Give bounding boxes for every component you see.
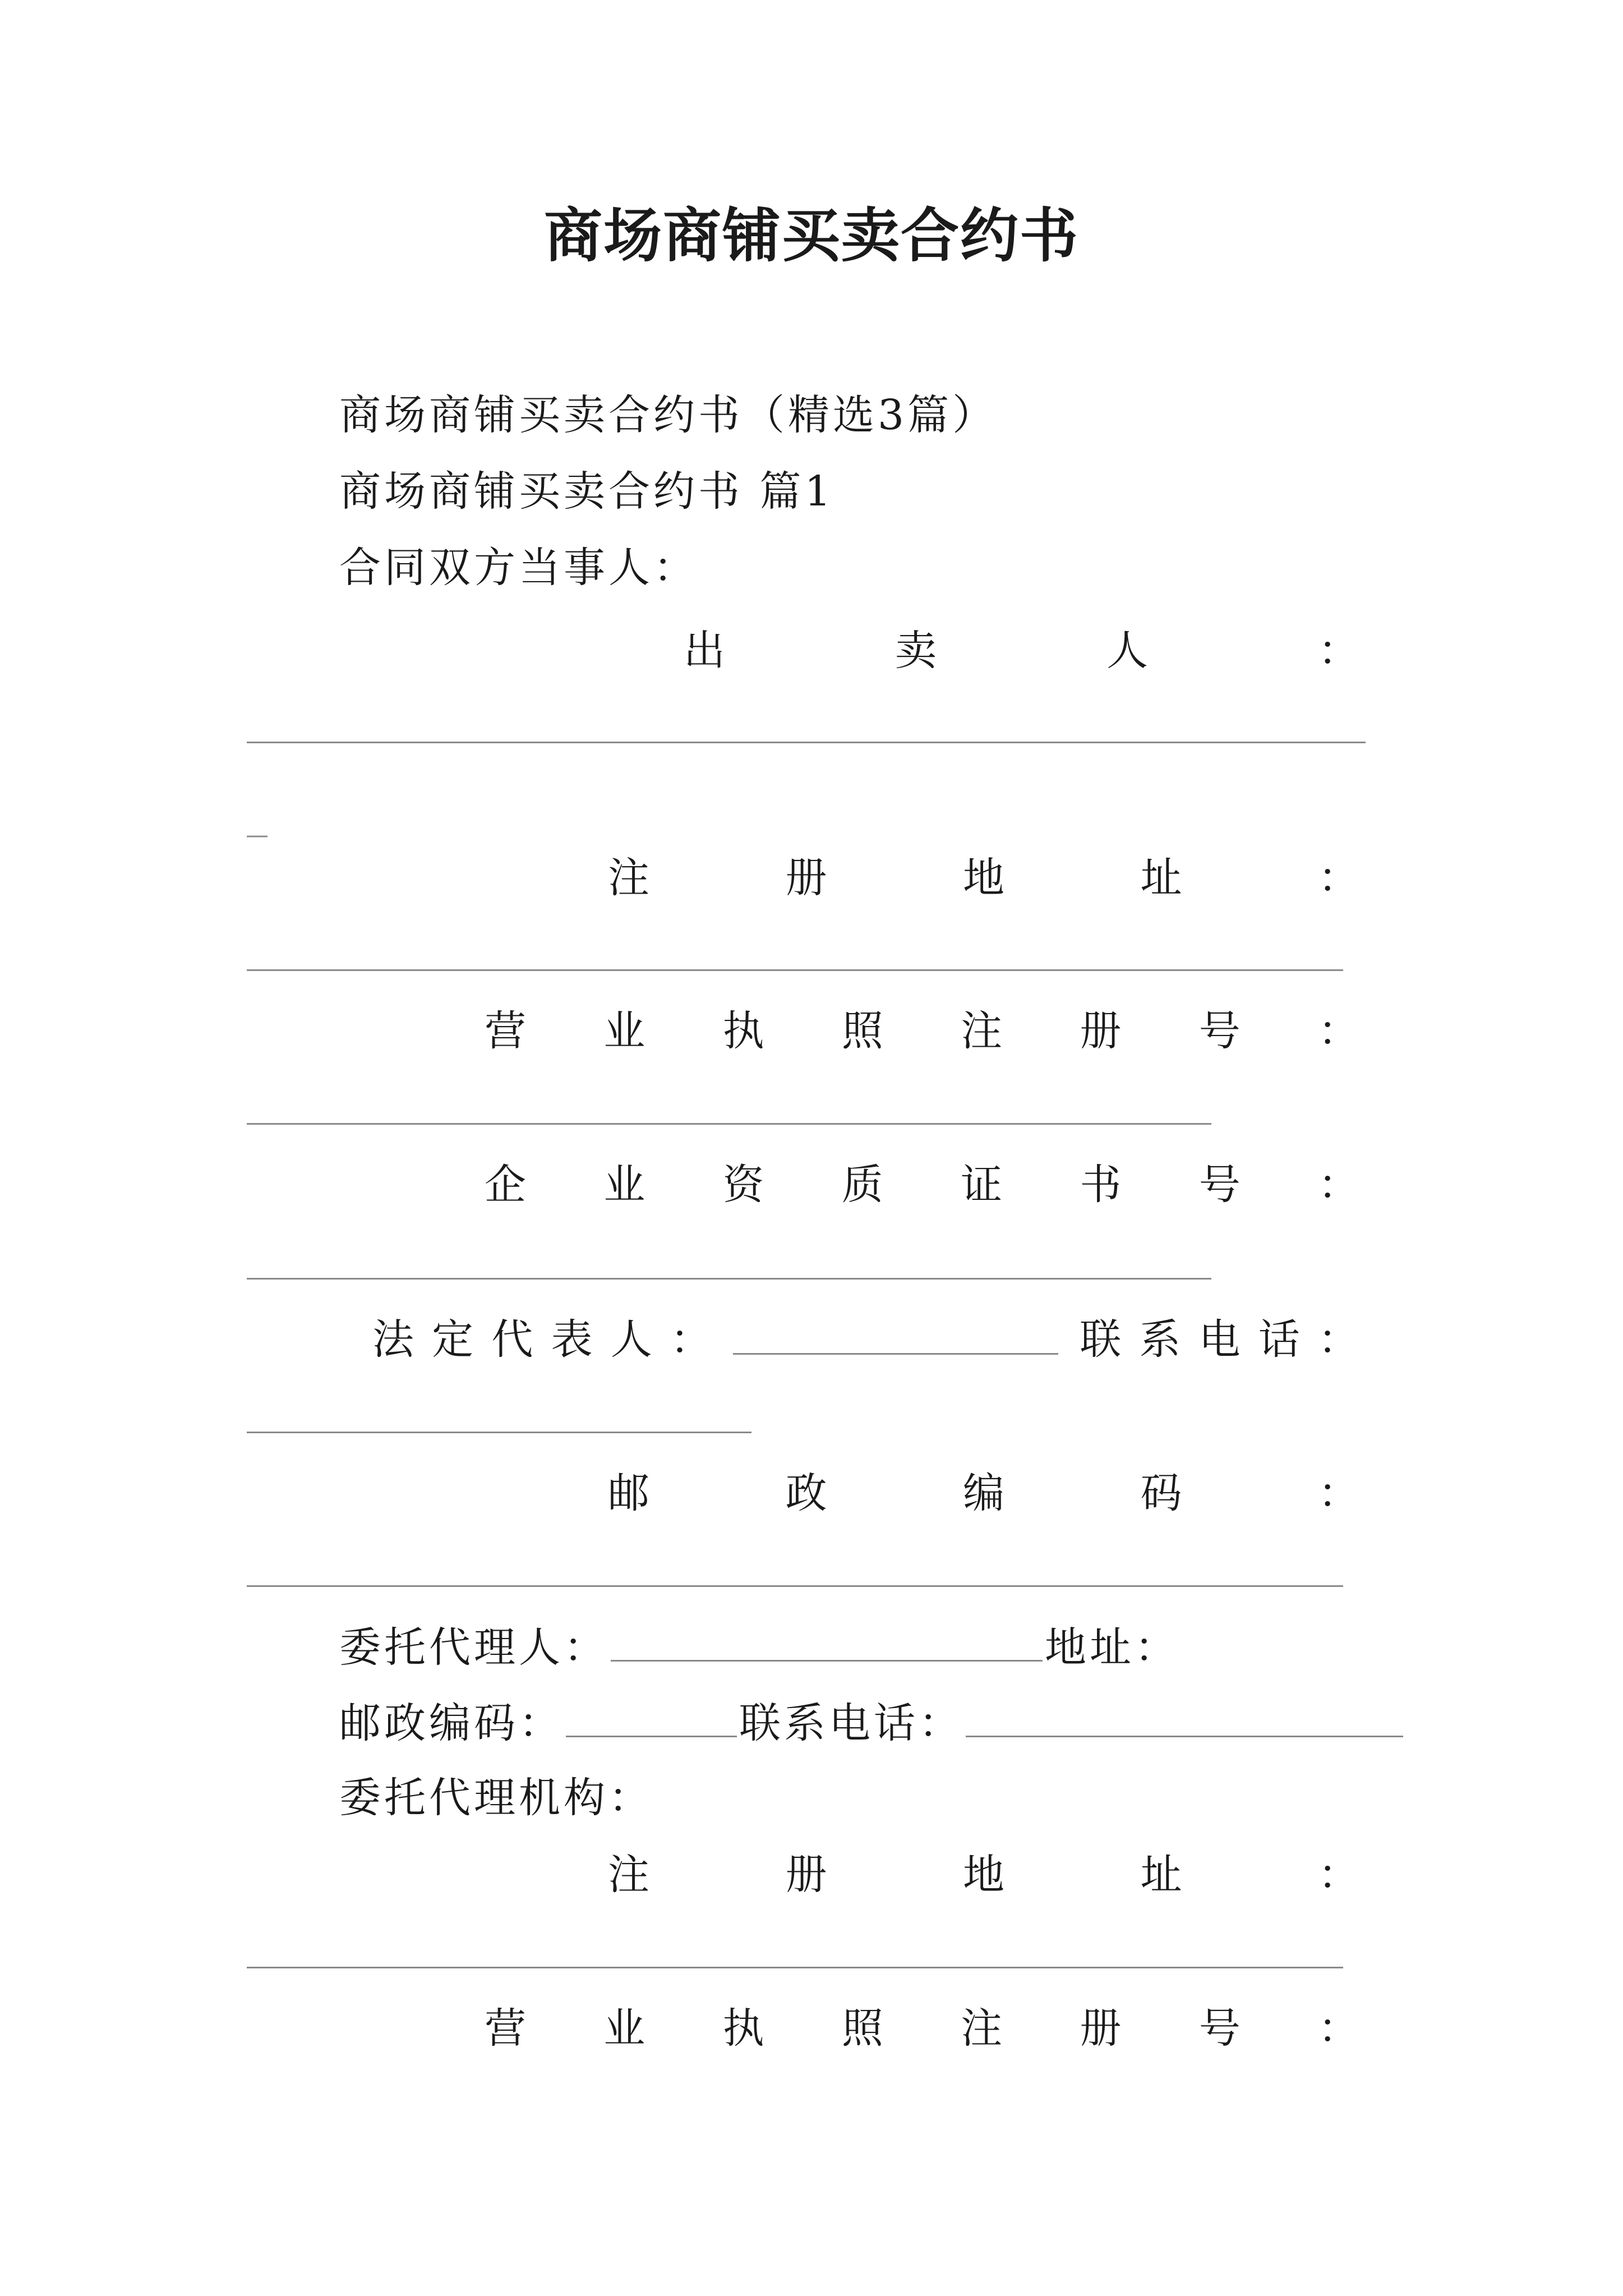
agency-license-number-char: 营 <box>485 2004 526 2053</box>
agency-license-number-char: 册 <box>1080 2004 1122 2053</box>
qualification-cert-char: 书 <box>1080 1161 1122 1209</box>
license-number-char: 营 <box>485 1007 526 1055</box>
legal-rep-blank <box>733 1312 1058 1355</box>
contact-phone-char: ： <box>1317 1315 1359 1364</box>
agent-phone-blank <box>966 1694 1403 1737</box>
qualification-cert-char: 号 <box>1198 1161 1241 1209</box>
postcode-char: 码 <box>1140 1469 1182 1517</box>
legal-rep-char: 代 <box>491 1315 533 1364</box>
agency-license-number-char: 注 <box>961 2004 1003 2053</box>
agency-reg-address-char: ： <box>1318 1851 1359 1899</box>
license-number-char: 注 <box>961 1007 1003 1055</box>
agency-reg-address-char: 地 <box>963 1851 1004 1899</box>
qualification-cert-char: 资 <box>722 1161 764 1209</box>
reg-address-char: 册 <box>785 854 827 902</box>
seller-label <box>684 623 1359 679</box>
agency-label: 委托代理机构： <box>339 1774 653 1822</box>
legal-rep-char: 表 <box>551 1315 593 1364</box>
agent-postcode-label: 邮政编码： <box>339 1699 564 1747</box>
qualification-cert-blank-line <box>247 1278 1211 1280</box>
qualification-cert-char: 证 <box>961 1161 1003 1209</box>
postcode-char: 编 <box>963 1469 1004 1517</box>
license-number-char: 业 <box>603 1007 645 1055</box>
contact-phone-char: 电 <box>1198 1315 1241 1364</box>
seller-char: ： <box>1318 627 1359 675</box>
agent-row <box>339 1618 1179 1676</box>
reg-address-char: 址 <box>1140 854 1182 902</box>
legal-rep-char: 法 <box>372 1315 414 1364</box>
license-number-label <box>485 1003 1359 1059</box>
agent-label: 委托代理人： <box>339 1623 608 1672</box>
postcode-blank-line <box>247 1585 1343 1587</box>
reg-address-char: 注 <box>608 854 649 902</box>
agency-license-number-char: 号 <box>1198 2004 1241 2053</box>
reg-address-char: 地 <box>963 854 1004 902</box>
contact-phone-char: 话 <box>1258 1315 1300 1364</box>
qualification-cert-char: 质 <box>841 1161 883 1209</box>
legal-rep-char: 人 <box>610 1315 652 1364</box>
seller-char: 出 <box>684 627 725 675</box>
qualification-cert-char: 业 <box>603 1161 645 1209</box>
qualification-cert-label <box>485 1157 1359 1213</box>
postcode-char: ： <box>1318 1469 1359 1517</box>
contact-phone-char: 系 <box>1139 1315 1181 1364</box>
intro-line-selected: 商场商铺买卖合约书（精选3篇） <box>339 391 998 439</box>
seller-trailing-mark: _ <box>247 789 271 838</box>
agent-blank <box>611 1618 1043 1662</box>
document-title: 商场商铺买卖合约书 <box>543 201 1079 270</box>
postcode-label <box>608 1465 1359 1521</box>
agent-postcode-blank <box>566 1694 737 1737</box>
agency-license-number-char: 照 <box>841 2004 883 2053</box>
reg-address-blank-line <box>247 969 1343 971</box>
qualification-cert-char: ： <box>1317 1161 1359 1209</box>
intro-line-part1: 商场商铺买卖合约书 篇1 <box>339 467 834 516</box>
legal-rep-char: 定 <box>432 1315 474 1364</box>
agency-reg-address-blank-line <box>247 1967 1343 1968</box>
agent-address-label: 地址： <box>1045 1623 1179 1672</box>
legal-representative-row <box>372 1312 1359 1368</box>
postcode-char: 邮 <box>608 1469 649 1517</box>
license-number-char: ： <box>1317 1007 1359 1055</box>
agency-reg-address-char: 册 <box>785 1851 827 1899</box>
reg-address-char: ： <box>1318 854 1359 902</box>
contact-phone-blank-line <box>247 1432 751 1433</box>
legal-rep-char: ： <box>670 1315 712 1364</box>
postcode-char: 政 <box>785 1469 827 1517</box>
agency-license-number-char: 执 <box>722 2004 764 2053</box>
seller-char: 人 <box>1106 627 1148 675</box>
seller-blank-line <box>247 742 1366 743</box>
qualification-cert-char: 企 <box>485 1161 526 1209</box>
license-number-char: 号 <box>1198 1007 1241 1055</box>
license-number-char: 册 <box>1080 1007 1122 1055</box>
agency-license-number-char: ： <box>1317 2004 1359 2053</box>
reg-address-label <box>608 850 1359 906</box>
agency-reg-address-char: 注 <box>608 1851 649 1899</box>
license-number-blank-line <box>247 1123 1211 1125</box>
agency-license-number-label <box>485 2000 1359 2056</box>
agent-phone-label: 联系电话： <box>739 1699 963 1747</box>
intro-line-parties: 合同双方当事人： <box>339 544 698 592</box>
agency-reg-address-char: 址 <box>1140 1851 1182 1899</box>
seller-char: 卖 <box>895 627 937 675</box>
license-number-char: 照 <box>841 1007 883 1055</box>
license-number-char: 执 <box>722 1007 764 1055</box>
contact-phone-char: 联 <box>1080 1315 1122 1364</box>
agency-reg-address-label <box>608 1847 1359 1903</box>
agency-license-number-char: 业 <box>603 2004 645 2053</box>
agent-contact-row <box>339 1694 1405 1751</box>
